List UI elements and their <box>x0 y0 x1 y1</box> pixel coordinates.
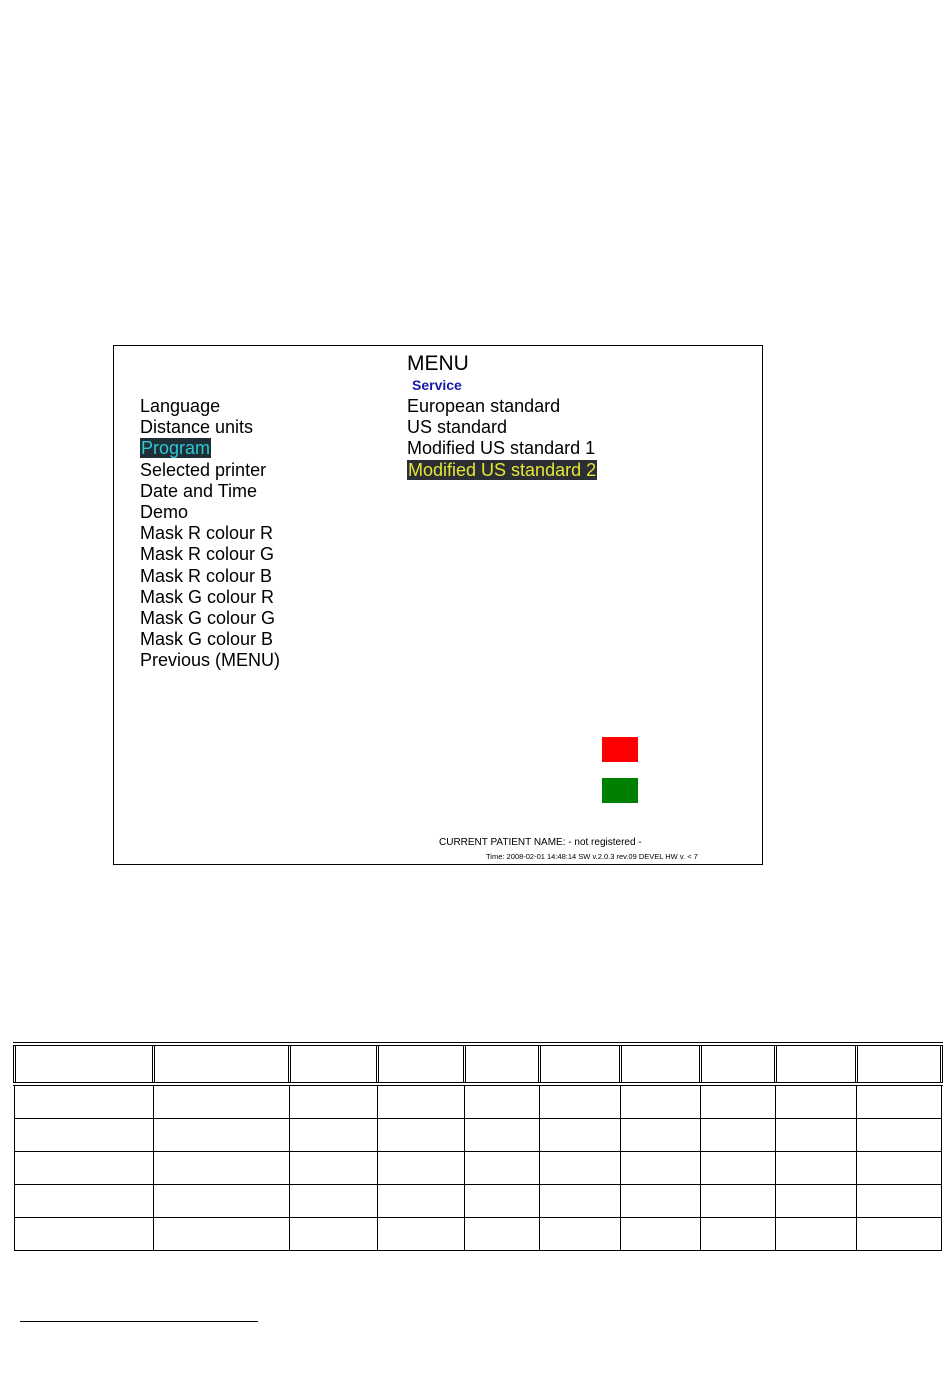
table-cell <box>290 1185 378 1218</box>
menu-item-demo[interactable]: Demo <box>140 501 189 522</box>
menu-title: MENU <box>407 352 469 375</box>
table-cell <box>540 1185 621 1218</box>
option-us-standard[interactable]: US standard <box>407 417 508 438</box>
table-cell <box>857 1119 942 1152</box>
option-modified-us-standard-1[interactable]: Modified US standard 1 <box>407 438 596 459</box>
table-cell <box>701 1152 776 1185</box>
menu-item-distance-units[interactable]: Distance units <box>140 417 254 438</box>
table-cell <box>378 1084 465 1119</box>
table-cell <box>857 1218 942 1251</box>
table-header-cell <box>857 1044 942 1084</box>
table-cell <box>465 1185 540 1218</box>
table-row <box>15 1152 942 1185</box>
table-cell <box>465 1119 540 1152</box>
option-modified-us-standard-2[interactable]: Modified US standard 2 <box>408 459 597 480</box>
table-cell <box>857 1084 942 1119</box>
table-header-cell <box>154 1044 290 1084</box>
table-cell <box>465 1084 540 1119</box>
footnote-separator <box>20 1321 258 1322</box>
table-cell <box>701 1185 776 1218</box>
option-european-standard[interactable]: European standard <box>407 396 561 416</box>
table-cell <box>378 1218 465 1251</box>
table-cell <box>154 1152 290 1185</box>
program-options-list <box>407 396 597 481</box>
green-button[interactable] <box>602 778 638 803</box>
table-cell <box>621 1084 701 1119</box>
table-cell <box>154 1185 290 1218</box>
menu-item-mask-g-colour-b[interactable]: Mask G colour B <box>140 629 274 650</box>
table-header-cell <box>776 1044 857 1084</box>
table-cell <box>776 1218 857 1251</box>
menu-item-program[interactable]: Program <box>141 438 211 459</box>
table-cell <box>378 1119 465 1152</box>
table-cell <box>15 1084 154 1119</box>
table-cell <box>540 1152 621 1185</box>
table-cell <box>701 1084 776 1119</box>
table-cell <box>776 1119 857 1152</box>
table-cell <box>621 1119 701 1152</box>
table-cell <box>701 1119 776 1152</box>
table-header-cell <box>15 1044 154 1084</box>
table-cell <box>154 1084 290 1119</box>
table-cell <box>621 1152 701 1185</box>
table-cell <box>701 1218 776 1251</box>
menu-item-mask-r-colour-r[interactable]: Mask R colour R <box>140 523 274 544</box>
device-screen <box>113 345 763 865</box>
table-header-row <box>15 1044 942 1084</box>
table-row <box>15 1119 942 1152</box>
menu-items-list <box>140 396 280 671</box>
table-header-cell <box>290 1044 378 1084</box>
menu-item-date-time[interactable]: Date and Time <box>140 480 258 501</box>
time-version-status: Time: 2008-02-01 14:48:14 SW v.2.0.3 rev.09 DEVEL HW v. < 7 <box>486 852 698 861</box>
menu-item-language[interactable]: Language <box>140 396 221 416</box>
table-cell <box>857 1185 942 1218</box>
patient-name-status: CURRENT PATIENT NAME: - not registered - <box>439 837 642 848</box>
table-cell <box>378 1185 465 1218</box>
table-cell <box>540 1084 621 1119</box>
menu-item-mask-r-colour-g[interactable]: Mask R colour G <box>140 544 275 565</box>
table-cell <box>290 1218 378 1251</box>
table-cell <box>465 1152 540 1185</box>
menu-item-mask-g-colour-g[interactable]: Mask G colour G <box>140 607 276 628</box>
table-cell <box>540 1119 621 1152</box>
table-row <box>15 1084 942 1119</box>
table-header-cell <box>378 1044 465 1084</box>
table-cell <box>15 1218 154 1251</box>
table-cell <box>15 1119 154 1152</box>
menu-item-selected-printer[interactable]: Selected printer <box>140 459 267 480</box>
menu-item-previous-menu[interactable]: Previous (MENU) <box>140 650 281 671</box>
table-header-cell <box>621 1044 701 1084</box>
table-header-cell <box>701 1044 776 1084</box>
table-cell <box>465 1218 540 1251</box>
table-cell <box>378 1152 465 1185</box>
red-button[interactable] <box>602 737 638 762</box>
menu-subtitle: Service <box>412 377 462 393</box>
table-cell <box>290 1119 378 1152</box>
table-cell <box>154 1119 290 1152</box>
table-header-cell <box>465 1044 540 1084</box>
menu-item-mask-g-colour-r[interactable]: Mask G colour R <box>140 586 275 607</box>
table-cell <box>290 1152 378 1185</box>
table-header-cell <box>540 1044 621 1084</box>
table-cell <box>776 1152 857 1185</box>
table-cell <box>15 1152 154 1185</box>
table-cell <box>290 1084 378 1119</box>
table-cell <box>15 1185 154 1218</box>
table-cell <box>776 1084 857 1119</box>
table-row <box>15 1185 942 1218</box>
document-table <box>13 1042 943 1251</box>
table-row <box>15 1218 942 1251</box>
table-cell <box>621 1185 701 1218</box>
table-cell <box>621 1218 701 1251</box>
table-cell <box>540 1218 621 1251</box>
table-cell <box>857 1152 942 1185</box>
menu-item-mask-r-colour-b[interactable]: Mask R colour B <box>140 565 273 586</box>
table-cell <box>154 1218 290 1251</box>
table-cell <box>776 1185 857 1218</box>
